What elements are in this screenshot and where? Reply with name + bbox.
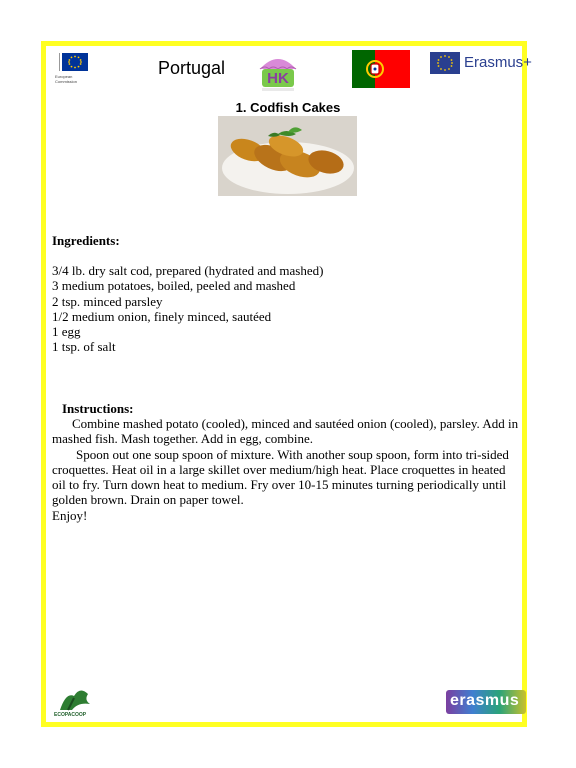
ingredient-item: 3/4 lb. dry salt cod, prepared (hydrated and mashed): [52, 263, 324, 278]
instruction-closing: Enjoy!: [52, 507, 88, 523]
svg-text:HK: HK: [267, 70, 289, 87]
european-commission-logo: [53, 50, 95, 88]
ingredient-item: 2 tsp. minced parsley: [52, 293, 163, 309]
ingredients-list: [52, 263, 323, 355]
erasmus-footer-logo: [446, 690, 526, 714]
erasmus-plus-logo: [430, 50, 530, 80]
codfish-cakes-photo: [218, 116, 357, 196]
footer-left-label: ECOPACOOP: [54, 712, 87, 718]
logo-bar: [53, 53, 60, 71]
ingredient-item: 3 medium potatoes, boiled, peeled and mashed: [52, 278, 296, 294]
recipe-title: 1. Codfish Cakes: [235, 100, 341, 115]
eu-stars-icon: [62, 53, 88, 71]
instructions-body: [52, 416, 522, 523]
instruction-paragraph: Combine mashed potato (cooled), minced and sautéed onion (cooled), parsley. Add in mashed fish. Mash together. Add in egg, combine.: [52, 416, 519, 447]
footer-right-label: erasmus: [450, 692, 520, 709]
erasmus-plus-label: Erasmus+: [464, 54, 532, 71]
instructions-heading: Instructions:: [62, 401, 134, 416]
project-logo-icon: [256, 51, 300, 95]
eu-flag-icon: [430, 52, 460, 74]
instruction-paragraph: Spoon out one soup spoon of mixture. With another soup spoon, form into tri-sided croquettes. Heat oil in a large skillet over medium/high heat. Place croquettes in heated oil to fry. Turn down heat to medium. Fry over 10-15 minutes turning periodically until golden brown. Drain on paper towel.: [52, 446, 509, 508]
portugal-flag-icon: [352, 50, 410, 88]
ingredient-item: 1 tsp. of salt: [52, 339, 116, 355]
ingredient-item: 1 egg: [52, 324, 81, 340]
country-title: Portugal: [158, 58, 226, 78]
tree-icon: [56, 686, 92, 712]
eu-caption: European Commission: [55, 74, 78, 84]
ingredient-item: 1/2 medium onion, finely minced, sautéed: [52, 308, 272, 324]
ingredients-heading: Ingredients:: [52, 233, 120, 248]
ecopacoop-logo: [50, 686, 100, 720]
